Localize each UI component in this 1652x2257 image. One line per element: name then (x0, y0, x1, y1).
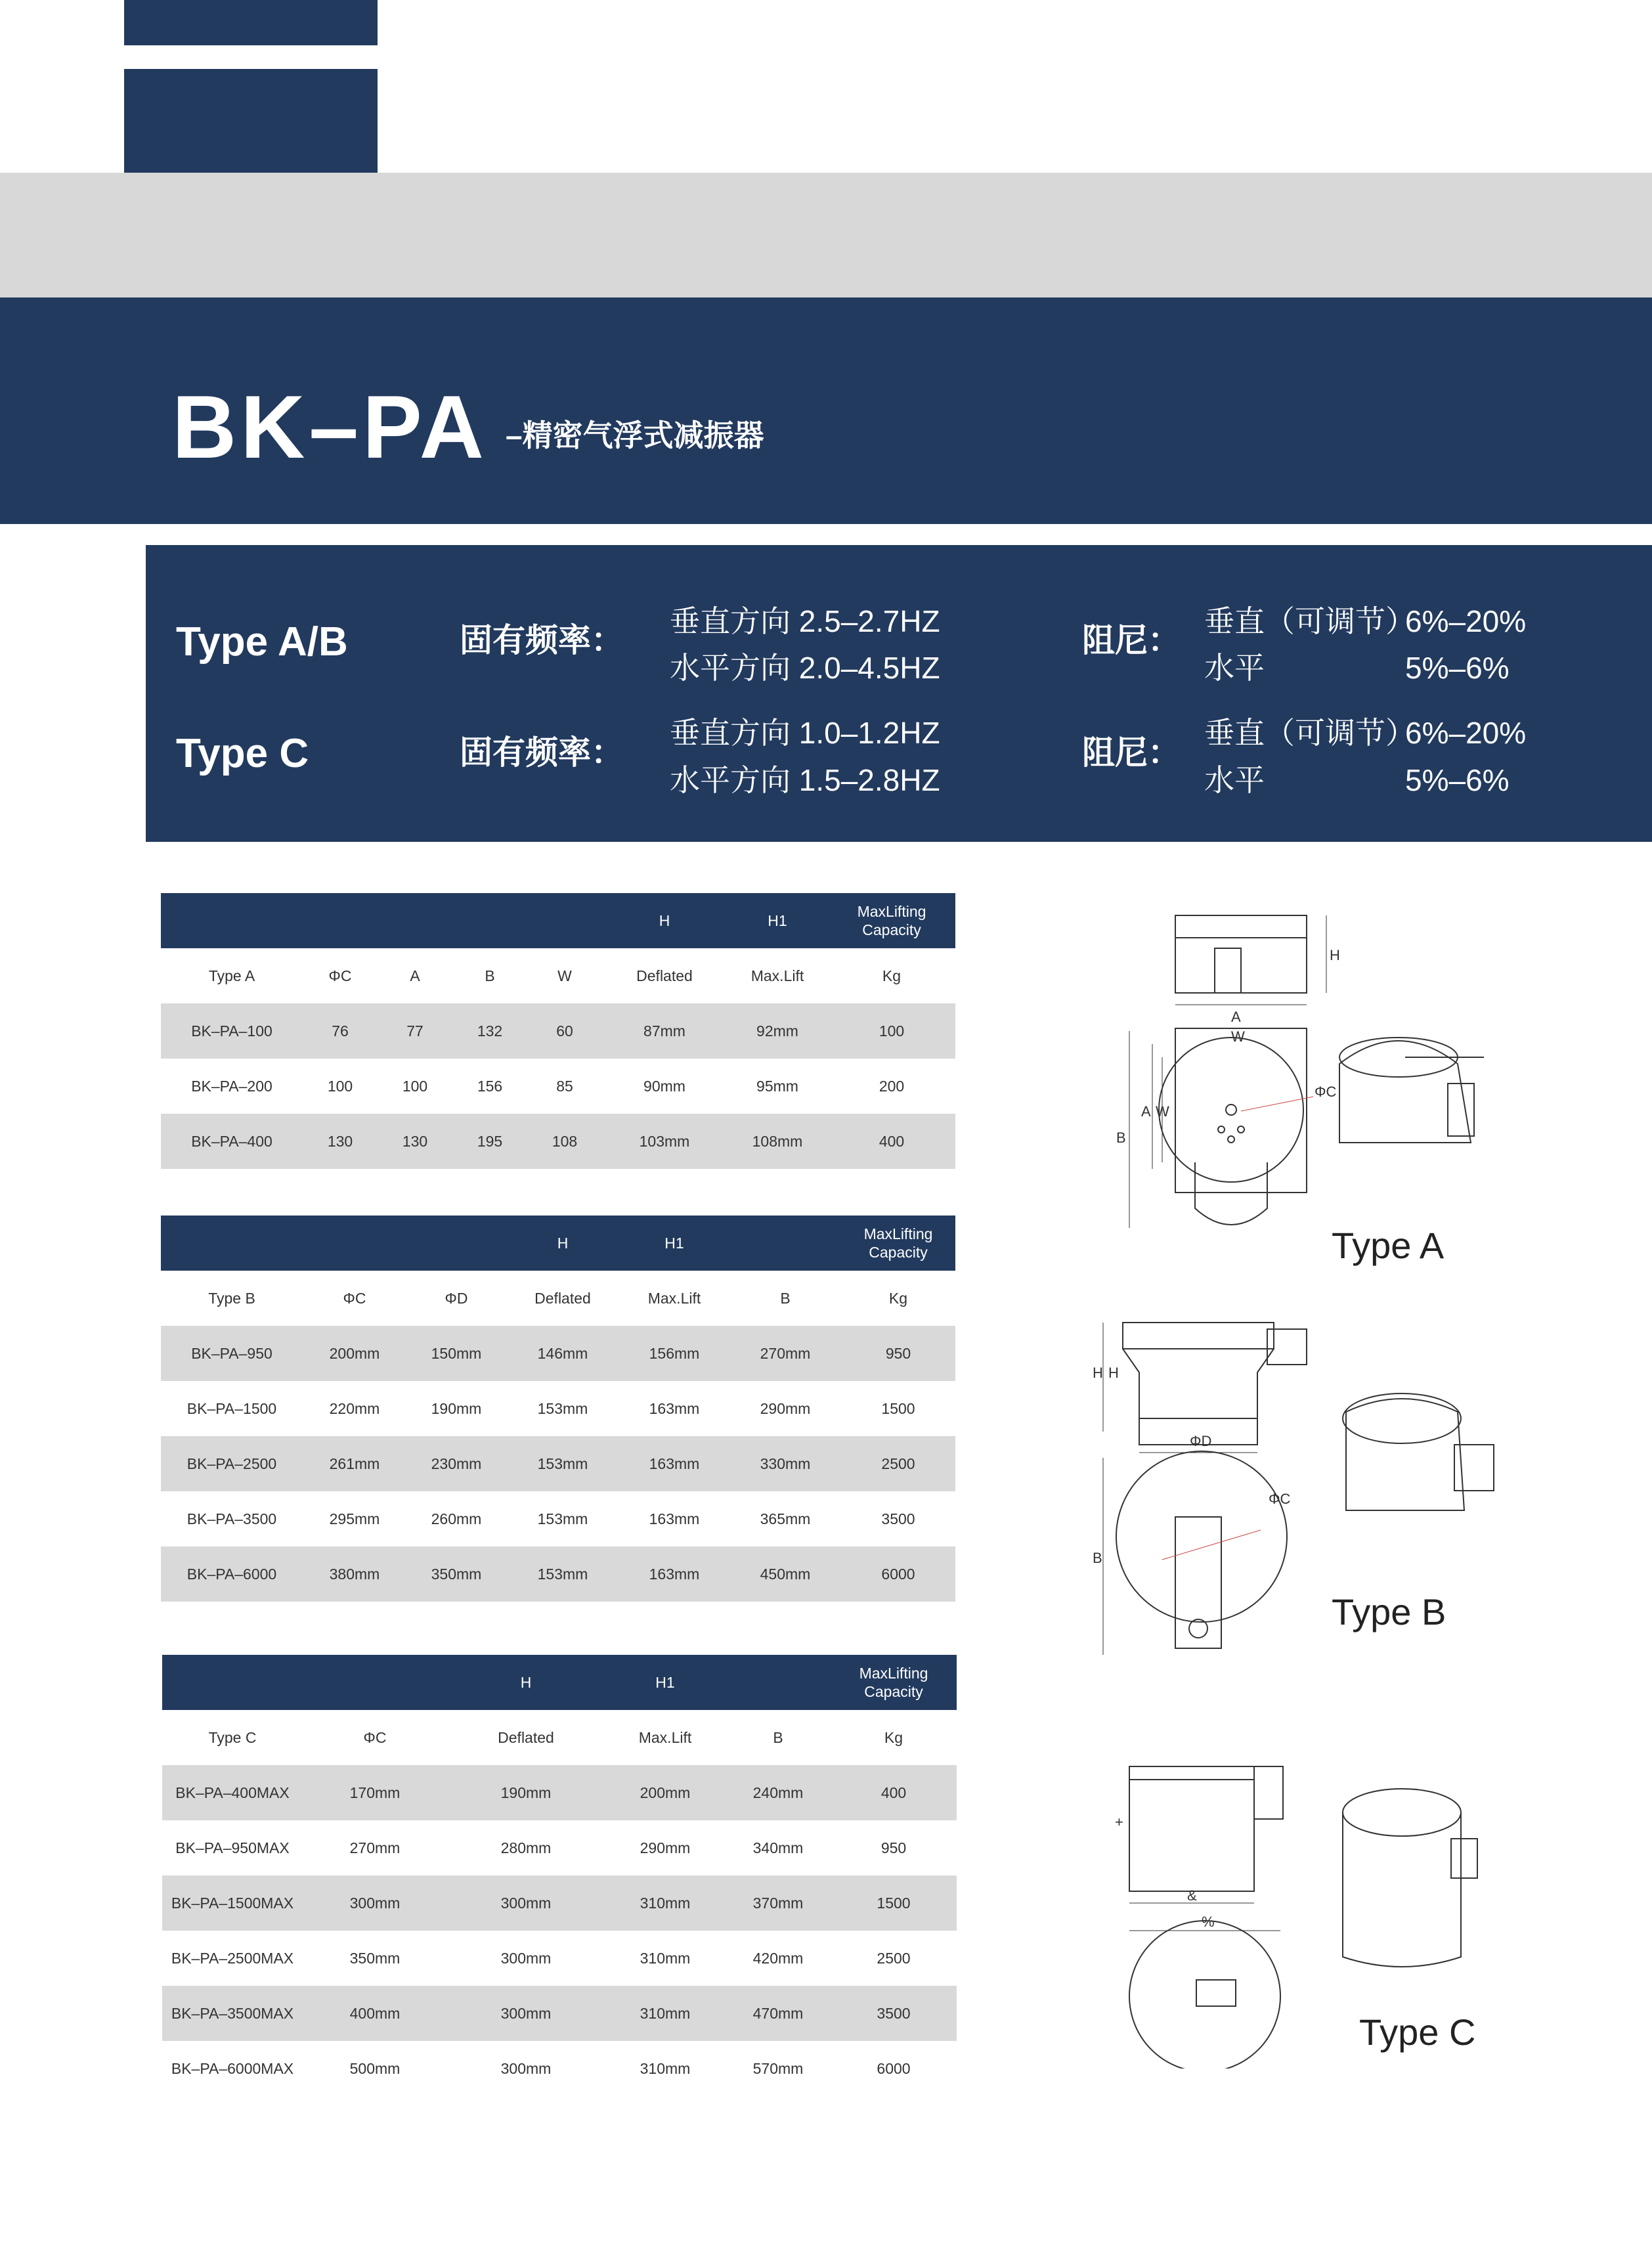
table-cell (161, 1216, 303, 1271)
header-block-bottom (124, 69, 378, 173)
table-cell: 300mm (500, 1950, 552, 1967)
table-cell: 280mm (500, 1839, 552, 1856)
spec-type-ab: Type A/B (176, 619, 348, 665)
table-cell: 420mm (752, 1950, 804, 1967)
table-cell (378, 893, 452, 948)
table-cell: 270mm (729, 1326, 841, 1381)
dim-b-label: B (1093, 1550, 1102, 1566)
table-cell: 130 (378, 1114, 452, 1169)
spec-damping-label-ab: 阻尼： (1082, 622, 1181, 659)
table-cell: BK–PA–6000MAX (171, 2060, 294, 2077)
table-cell: BK–PA–200 (191, 1078, 272, 1095)
type-a-drawing (1090, 900, 1536, 1241)
table-cell: 108mm (727, 1114, 828, 1169)
table-row (161, 1059, 955, 1114)
table-header-row (162, 1655, 957, 1710)
dim-b-label: B (1116, 1129, 1126, 1146)
table-row (161, 1003, 955, 1059)
table-cell: 163mm (619, 1436, 729, 1491)
table-cell: 156 (477, 1078, 503, 1095)
table-row (162, 1765, 957, 1820)
dim-h1-label: H (1108, 1365, 1119, 1381)
dim-a-label: A (1231, 1009, 1241, 1025)
spec-damping-label-c: 阻尼： (1082, 734, 1181, 771)
table-cell: 153mm (537, 1510, 588, 1527)
table-cell: 330mm (729, 1436, 841, 1491)
table-cell (452, 893, 527, 948)
spec-freq-vertical-ab: 垂直方向 2.5–2.7HZ (670, 604, 940, 638)
table-cell: H (506, 1216, 619, 1271)
table-row (162, 1931, 957, 1986)
table-cell: Type C (208, 1729, 257, 1746)
table-cell: BK–PA–1500 (186, 1400, 277, 1417)
table-cell: Type A (208, 967, 255, 984)
table-cell: H1 (727, 893, 828, 948)
table-cell (303, 893, 378, 948)
dim-plus-label: + (1115, 1814, 1123, 1830)
table-cell: 163mm (619, 1546, 729, 1602)
spec-damping-vertical-c: 6%–20% (1405, 716, 1527, 750)
table-cell: Deflated (636, 967, 693, 984)
table-cell: Type B (208, 1290, 255, 1307)
table-cell: 260mm (431, 1510, 482, 1527)
table-cell: H (447, 1655, 605, 1710)
table-cell: ΦC (363, 1729, 387, 1746)
spec-freq-horizontal-ab: 水平方向 2.0–4.5HZ (670, 651, 940, 685)
table-column-row (161, 948, 955, 1003)
table-cell: 400mm (303, 1986, 447, 2041)
table-cell: 190mm (447, 1765, 605, 1820)
table-cell: 310mm (640, 1950, 691, 1967)
table-cell: BK–PA–950 (161, 1326, 303, 1381)
table-row (162, 1875, 957, 1931)
table-cell: 130 (303, 1114, 378, 1169)
table-header-row (161, 1216, 955, 1271)
table-cell: 350mm (406, 1546, 506, 1602)
product-model-title: BK–PA (172, 377, 488, 477)
product-subtitle: –精密气浮式减振器 (506, 418, 764, 452)
table-cell: 100 (402, 1078, 428, 1095)
spec-damping-dir-horizontal-ab: 水平 (1204, 651, 1265, 685)
table-cell: BK–PA–1500MAX (162, 1875, 303, 1931)
table-cell: 153mm (537, 1400, 588, 1417)
table-cell: B (780, 1290, 791, 1307)
table-cell: 195 (452, 1114, 527, 1169)
spec-damping-dir-vertical-c: 垂直（可调节） (1204, 716, 1416, 750)
table-cell: 310mm (605, 1875, 726, 1931)
table-cell: B (773, 1729, 783, 1746)
dim-percent-label: % (1202, 1914, 1215, 1930)
spec-type-c: Type C (176, 731, 309, 776)
table-cell: 100 (828, 1003, 955, 1059)
table-cell: H (602, 893, 727, 948)
table-cell: 380mm (303, 1546, 406, 1602)
table-cell: Max.Lift (638, 1729, 692, 1746)
table-cell: 365mm (760, 1510, 811, 1527)
table-cell: MaxLifting Capacity (841, 1216, 955, 1271)
spec-freq-label-c: 固有频率： (460, 734, 624, 771)
table-type-b (161, 1216, 955, 1602)
table-row (162, 1820, 957, 1875)
table-type-a (161, 893, 955, 1169)
table-cell: 230mm (406, 1436, 506, 1491)
table-cell: 60 (527, 1003, 602, 1059)
table-cell: 3500 (831, 1986, 957, 2041)
table-type-c (162, 1655, 957, 2096)
spec-freq-label-ab: 固有频率： (460, 622, 624, 659)
type-a-label: Type A (1332, 1225, 1445, 1266)
spec-damping-dir-horizontal-c: 水平 (1204, 763, 1265, 797)
table-cell (303, 1655, 447, 1710)
table-cell: 300mm (500, 2060, 552, 2077)
table-cell: BK–PA–3500 (186, 1510, 277, 1527)
dim-w-side-label: W (1156, 1103, 1169, 1120)
table-cell: 92mm (727, 1003, 828, 1059)
table-cell: Kg (884, 1729, 903, 1746)
table-cell: 85 (556, 1078, 573, 1095)
gray-band (0, 173, 1652, 297)
table-cell: 76 (303, 1003, 378, 1059)
table-cell: BK–PA–950MAX (175, 1839, 290, 1856)
table-cell: 340mm (752, 1839, 804, 1856)
table-cell: ΦD (445, 1290, 468, 1307)
table-cell: W (557, 967, 572, 984)
table-cell: 163mm (649, 1510, 700, 1527)
table-cell: 261mm (303, 1436, 406, 1491)
table-column-row (162, 1710, 957, 1765)
table-cell (162, 1655, 303, 1710)
type-b-label: Type B (1332, 1591, 1446, 1632)
table-cell: Kg (888, 1290, 908, 1307)
table-cell: 300mm (303, 1875, 447, 1931)
table-cell: 6000 (877, 2060, 911, 2077)
spec-damping-vertical-ab: 6%–20% (1405, 604, 1527, 638)
table-cell: 150mm (406, 1326, 506, 1381)
table-cell: 153mm (506, 1546, 619, 1602)
table-cell (161, 893, 303, 948)
table-cell: H1 (619, 1216, 729, 1271)
dim-h-label: H (1093, 1365, 1103, 1381)
table-cell: 290mm (760, 1400, 811, 1417)
table-cell: A (410, 967, 420, 984)
table-cell (726, 1655, 831, 1710)
table-row (161, 1491, 955, 1546)
table-cell (406, 1216, 506, 1271)
table-cell: 2500 (877, 1950, 911, 1967)
table-cell: Deflated (534, 1290, 591, 1307)
table-cell (729, 1216, 841, 1271)
spec-freq-vertical-c: 垂直方向 1.0–1.2HZ (670, 716, 940, 750)
table-cell: Max.Lift (750, 967, 804, 984)
dim-w-label: W (1231, 1028, 1245, 1045)
table-row (161, 1326, 955, 1381)
spec-damping-horizontal-ab: 5%–6% (1405, 651, 1510, 685)
table-cell: 163mm (649, 1400, 700, 1417)
table-cell: 156mm (619, 1326, 729, 1381)
table-cell: H1 (605, 1655, 726, 1710)
table-cell: MaxLifting Capacity (828, 893, 955, 948)
table-cell: 77 (378, 1003, 452, 1059)
table-cell: 190mm (431, 1400, 482, 1417)
table-cell: 950 (880, 1839, 907, 1856)
table-cell: 90mm (643, 1078, 685, 1095)
spec-freq-horizontal-c: 水平方向 1.5–2.8HZ (670, 763, 940, 797)
table-row (161, 1436, 955, 1491)
table-row (161, 1546, 955, 1602)
table-cell: 300mm (447, 1875, 605, 1931)
table-cell: Deflated (498, 1729, 554, 1746)
table-cell: B (485, 967, 495, 984)
table-cell: ΦC (328, 967, 352, 984)
table-cell: 6000 (841, 1546, 955, 1602)
table-cell: 220mm (329, 1400, 380, 1417)
table-cell: 200mm (303, 1326, 406, 1381)
table-cell: BK–PA–2500 (161, 1436, 303, 1491)
table-cell: 1500 (831, 1875, 957, 1931)
table-cell: 570mm (752, 2060, 804, 2077)
table-cell: 270mm (349, 1839, 401, 1856)
dim-phic-label: ΦC (1269, 1491, 1291, 1507)
dim-h-label: H (1330, 947, 1340, 963)
table-cell: 450mm (729, 1546, 841, 1602)
table-cell: BK–PA–400 (161, 1114, 303, 1169)
spec-damping-dir-vertical-ab: 垂直（可调节） (1204, 604, 1416, 638)
table-cell (303, 1216, 406, 1271)
table-cell: 170mm (303, 1765, 447, 1820)
table-cell: BK–PA–6000 (161, 1546, 303, 1602)
header-block-top (124, 0, 378, 45)
table-cell: 370mm (726, 1875, 831, 1931)
table-cell: 132 (452, 1003, 527, 1059)
table-header-row (161, 893, 955, 948)
table-cell: 200 (879, 1078, 905, 1095)
table-cell: BK–PA–100 (161, 1003, 303, 1059)
table-cell: 87mm (602, 1003, 727, 1059)
table-cell: 100 (327, 1078, 353, 1095)
dim-phid-label: ΦD (1190, 1433, 1212, 1449)
table-cell: 310mm (605, 1986, 726, 2041)
table-cell: 295mm (329, 1510, 380, 1527)
dim-phic-label: ΦC (1315, 1084, 1337, 1100)
table-row (162, 2041, 957, 2096)
table-cell (527, 893, 602, 948)
table-cell: MaxLifting Capacity (831, 1655, 957, 1710)
table-cell: 108 (527, 1114, 602, 1169)
dim-amp-label: & (1187, 1887, 1197, 1904)
table-cell: 290mm (640, 1839, 691, 1856)
table-cell: 300mm (447, 1986, 605, 2041)
table-row (161, 1381, 955, 1436)
table-cell: 153mm (506, 1436, 619, 1491)
table-cell: 500mm (349, 2060, 401, 2077)
dim-a-side-label: A (1141, 1103, 1151, 1120)
type-b-drawing (1090, 1313, 1536, 1661)
table-cell: 350mm (349, 1950, 401, 1967)
table-cell: 200mm (605, 1765, 726, 1820)
table-cell: 470mm (726, 1986, 831, 2041)
table-cell: 103mm (602, 1114, 727, 1169)
table-cell: 310mm (640, 2060, 691, 2077)
table-cell: BK–PA–400MAX (162, 1765, 303, 1820)
table-cell: 3500 (881, 1510, 915, 1527)
type-c-label: Type C (1359, 2011, 1476, 2053)
table-cell: BK–PA–3500MAX (162, 1986, 303, 2041)
spec-damping-horizontal-c: 5%–6% (1405, 763, 1510, 797)
table-cell: BK–PA–2500MAX (171, 1950, 294, 1967)
table-row (161, 1114, 955, 1169)
table-cell: ΦC (343, 1290, 366, 1307)
table-cell: 400 (828, 1114, 955, 1169)
table-cell: 146mm (506, 1326, 619, 1381)
table-column-row (161, 1271, 955, 1326)
table-cell: Kg (882, 967, 902, 984)
table-cell: 950 (841, 1326, 955, 1381)
table-cell: 95mm (756, 1078, 798, 1095)
table-cell: 1500 (881, 1400, 915, 1417)
table-cell: 400 (831, 1765, 957, 1820)
table-cell: 2500 (841, 1436, 955, 1491)
table-cell: 240mm (726, 1765, 831, 1820)
table-row (162, 1986, 957, 2041)
table-cell: Max.Lift (647, 1290, 701, 1307)
